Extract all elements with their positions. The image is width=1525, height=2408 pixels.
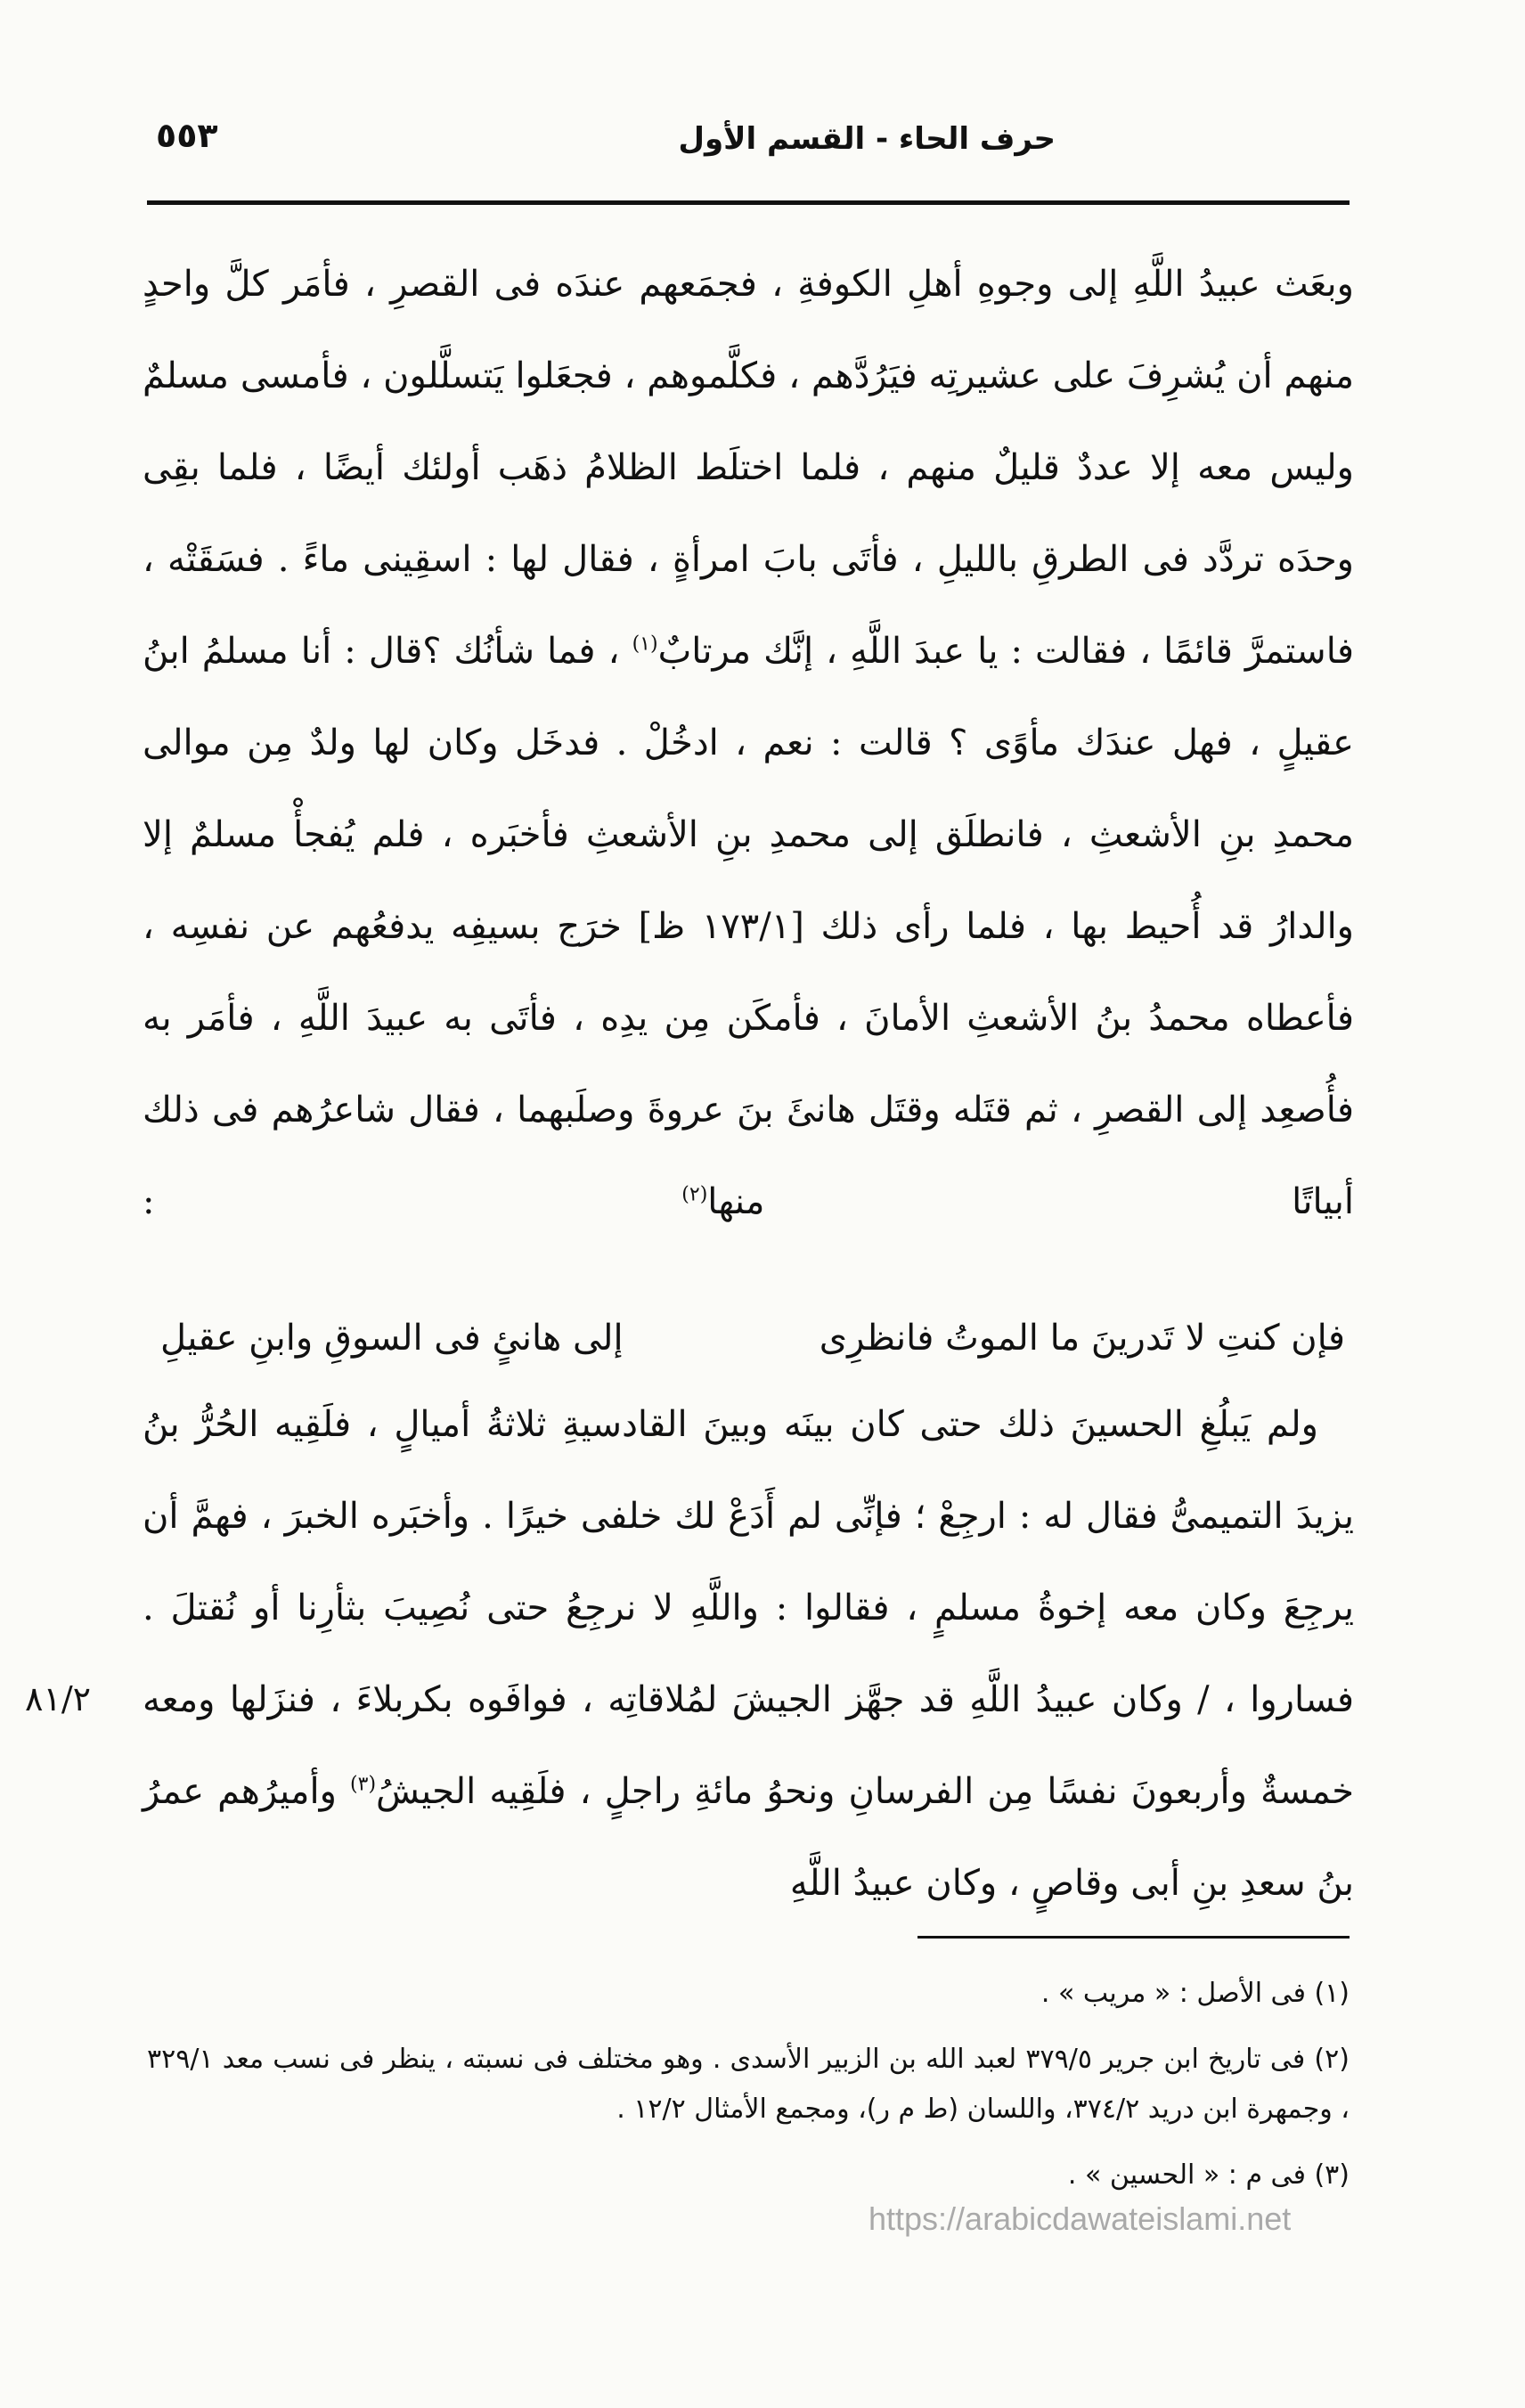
- paragraph-colon: :: [143, 1181, 155, 1222]
- footnote-marker: (٣): [350, 1773, 377, 1796]
- running-title: حرف الحاء - القسم الأول: [678, 121, 1056, 157]
- manuscript-page-ref: [١٧٣/١ ظ]: [638, 906, 804, 947]
- footnote-1: (١) فى الأصل : « مريب » .: [1040, 1978, 1350, 2009]
- footnote-3: (٣) فى م : « الحسين » .: [1067, 2159, 1350, 2191]
- margin-page-reference: ٨١/٢: [25, 1679, 92, 1718]
- footnote-rule: [917, 1936, 1350, 1939]
- paragraph-text: خرَج بسيفِه يدفعُهم عن نفسِه ، فأعطاه محمدُ بنُ الأشعثِ الأمانَ ، فأمكَن مِن يدِه ، فأتَى به عبيدَ اللَّهِ ، فأمَر به فأُصعِد إلى القصرِ ، ثم قتَله وقتَل هانئَ بنَ عروةَ وصلَبهما ، فقال شاعرُهم فى ذلك أبياتًا منها: [143, 906, 1354, 1222]
- watermark-url: https://arabicdawateislami.net: [869, 2200, 1292, 2237]
- paragraph-text: وأميرُهم عمرُ بنُ سعدِ بنِ أبى وقاصٍ ، وكان عبيدُ اللَّهِ: [143, 1771, 1354, 1904]
- main-text: [143, 239, 1354, 1248]
- paragraph: [143, 1379, 1354, 1930]
- paragraph-text: ولم يَبلُغِ الحسينَ ذلك حتى كان بينَه وبينَ القادسيةِ ثلاثةُ أميالٍ ، فلَقِيه الحُرُّ بنُ يزيدَ التميمىُّ فقال له : ارجِعْ ؛ فإنِّى لم أَدَعْ لك خلفى خيرًا . وأخبَره الخبرَ ، فهمَّ أن يرجِعَ وكان معه إخوةُ مسلمٍ ، فقالوا : واللَّهِ لا نرجِعُ حتى نُصِيبَ بثأرِنا أو نُقتلَ . فساروا ، / وكان عبيدُ اللَّهِ قد جهَّز الجيشَ لمُلاقاتِه ، فوافَوه بكربلاءَ ، فنزَلها ومعه خمسةٌ وأربعونَ نفسًا مِن الفرسانِ ونحوُ مائةِ راجلٍ ، فلَقِيه الجيشُ: [143, 1404, 1354, 1812]
- paragraph-text: ، فما شأنُك ؟قال : أنا مسلمُ ابنُ عقيلٍ ، فهل عندَك مأوًى ؟ قالت : نعم ، ادخُلْ . فدخَل وكان لها ولدٌ مِن موالى محمدِ بنِ الأشعثِ ، فانطلَق إلى محمدِ بنِ الأشعثِ فأخبَره ، فلم يُفجأْ مسلمٌ إلا والدارُ قد أُحيط بها ، فلما رأى ذلك: [143, 631, 1355, 947]
- poem-hemistich-second: إلى هانئٍ فى السوقِ وابنِ عقيلِ: [160, 1318, 624, 1359]
- footnote-2: (٢) فى تاريخ ابن جرير ٣٧٩/٥ لعبد الله بن الزبير الأسدى . وهو مختلف فى نسبته ، ينظر فى نسب معد ٣٢٩/١ ، وجمهرة ابن دريد ٣٧٤/٢، واللسان (ط م ر)، ومجمع الأمثال ١٢/٢ .: [147, 2044, 1350, 2125]
- footnote-marker: (٢): [681, 1183, 708, 1206]
- footnotes: [147, 1969, 1350, 2216]
- poem-verse: [160, 1294, 1345, 1383]
- page-header: [147, 114, 1350, 176]
- header-rule: [147, 200, 1350, 205]
- page-number: ٥٥٣: [156, 116, 218, 155]
- footnote-marker: (١): [632, 633, 658, 656]
- main-text-continued: [143, 1379, 1354, 1930]
- paragraph-text: وبعَث عبيدُ اللَّهِ إلى وجوهِ أهلِ الكوفةِ ، فجمَعهم عندَه فى القصرِ ، فأمَر كلَّ واحدٍ منهم أن يُشرِفَ على عشيرتِه فيَرُدَّهم ، فكلَّموهم ، فجعَلوا يَتسلَّلون ، فأمسى مسلمٌ وليس معه إلا عددٌ قليلٌ منهم ، فلما اختلَط الظلامُ ذهَب أولئك أيضًا ، فلما بقِى وحدَه تردَّد فى الطرقِ بالليلِ ، فأتَى بابَ امرأةٍ ، فقال لها : اسقِينى ماءً . فسَقَتْه ، فاستمرَّ قائمًا ، فقالت : يا عبدَ اللَّهِ ، إنَّك مرتابٌ: [143, 264, 1355, 672]
- paragraph: [143, 239, 1354, 1248]
- poem-hemistich-first: فإن كنتِ لا تَدرينَ ما الموتُ فانظرِى: [819, 1318, 1345, 1359]
